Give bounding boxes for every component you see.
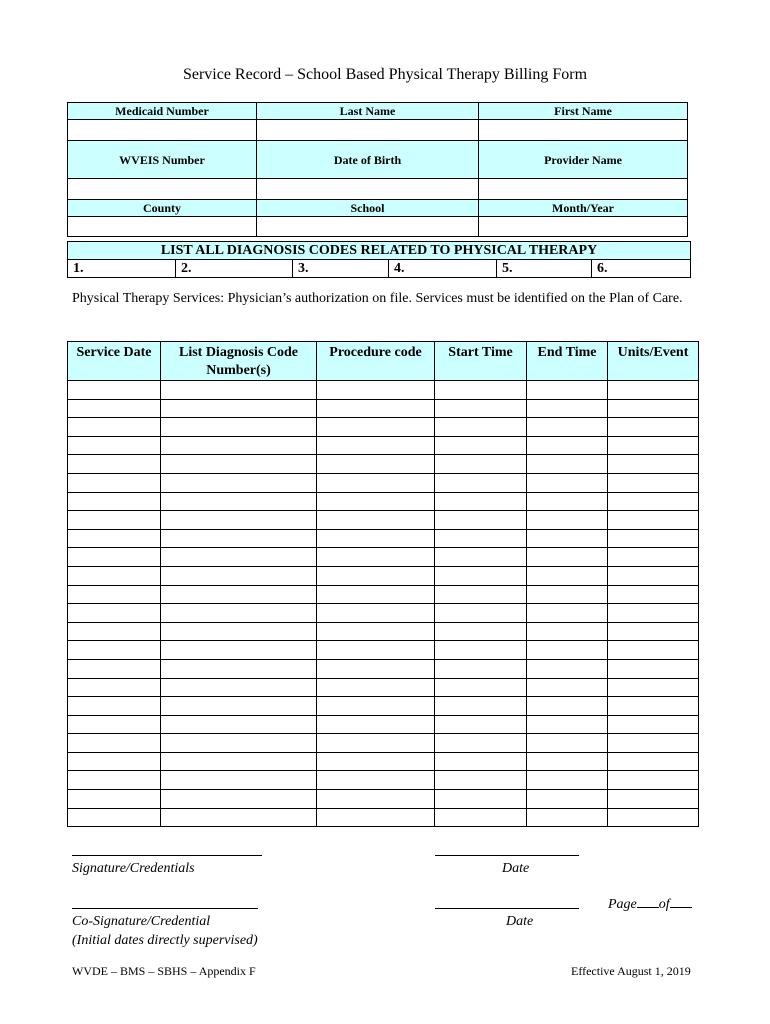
units-event-cell[interactable] [608,436,699,455]
service-date-cell[interactable] [68,734,161,753]
procedure-code-cell[interactable] [317,585,435,604]
procedure-code-cell[interactable] [317,529,435,548]
procedure-code-cell[interactable] [317,566,435,585]
diagnosis-code-cell[interactable] [161,585,317,604]
procedure-code-cell[interactable] [317,697,435,716]
procedure-code-cell[interactable] [317,418,435,437]
start-time-cell[interactable] [435,790,527,809]
diagnosis-code-cell[interactable] [161,511,317,530]
service-date-cell[interactable] [68,604,161,623]
month-year-label: Month/Year [479,200,688,217]
end-time-cell[interactable] [527,771,608,790]
service-date-cell[interactable] [68,585,161,604]
service-row [68,529,699,548]
start-time-cell[interactable] [435,455,527,474]
cosignature-line[interactable] [72,908,258,909]
diagnosis-code-cell[interactable] [161,455,317,474]
service-row [68,715,699,734]
service-date-cell[interactable] [68,697,161,716]
diagnosis-code-cell[interactable] [161,790,317,809]
service-row [68,808,699,827]
diagnosis-code-cell[interactable] [161,436,317,455]
diagnosis-code-cell[interactable] [161,734,317,753]
procedure-code-cell[interactable] [317,381,435,400]
procedure-code-cell[interactable] [317,604,435,623]
service-row [68,381,699,400]
last-name-field[interactable] [257,120,479,141]
service-date-cell[interactable] [68,473,161,492]
diagnosis-code-5[interactable]: 5. [497,260,592,278]
page-of-label [608,896,692,913]
end-time-cell[interactable] [527,436,608,455]
service-row [68,604,699,623]
start-time-cell[interactable] [435,548,527,567]
diagnosis-code-cell[interactable] [161,752,317,771]
service-date-cell[interactable] [68,399,161,418]
diagnosis-code-cell[interactable] [161,771,317,790]
units-event-cell[interactable] [608,715,699,734]
service-row [68,455,699,474]
service-date-cell[interactable] [68,511,161,530]
service-row [68,752,699,771]
date-of-birth-label: Date of Birth [257,141,479,179]
units-event-cell[interactable] [608,548,699,567]
service-date-cell[interactable] [68,659,161,678]
end-time-cell[interactable] [527,418,608,437]
diagnosis-code-cell[interactable] [161,715,317,734]
service-date-cell[interactable] [68,752,161,771]
service-row [68,585,699,604]
end-time-cell[interactable] [527,752,608,771]
start-time-cell[interactable] [435,473,527,492]
diagnosis-code-cell[interactable] [161,678,317,697]
start-time-cell[interactable] [435,381,527,400]
start-time-cell[interactable] [435,604,527,623]
units-event-cell[interactable] [608,381,699,400]
diagnosis-code-4[interactable]: 4. [389,260,497,278]
start-time-cell[interactable] [435,752,527,771]
service-date-cell[interactable] [68,678,161,697]
service-date-cell[interactable] [68,622,161,641]
diagnosis-code-cell[interactable] [161,418,317,437]
date-line-1[interactable] [435,855,579,856]
service-date-cell[interactable] [68,808,161,827]
units-event-cell[interactable] [608,455,699,474]
procedure-code-cell[interactable] [317,771,435,790]
start-time-cell[interactable] [435,622,527,641]
end-time-header: End Time [527,342,608,381]
units-event-cell[interactable] [608,734,699,753]
start-time-cell[interactable] [435,585,527,604]
first-name-label: First Name [479,103,688,120]
signature-credentials-label: Signature/Credentials [72,861,195,876]
service-record-table [67,341,699,827]
diagnosis-code-1[interactable]: 1. [68,260,176,278]
provider-name-label: Provider Name [479,141,688,179]
start-time-cell[interactable] [435,492,527,511]
service-date-cell[interactable] [68,436,161,455]
start-time-cell[interactable] [435,715,527,734]
start-time-cell[interactable] [435,399,527,418]
end-time-cell[interactable] [527,585,608,604]
start-time-cell[interactable] [435,771,527,790]
start-time-cell[interactable] [435,566,527,585]
service-row [68,790,699,809]
start-time-cell[interactable] [435,678,527,697]
procedure-code-cell[interactable] [317,399,435,418]
diagnosis-codes-table [67,241,691,278]
procedure-code-cell[interactable] [317,808,435,827]
service-date-cell[interactable] [68,715,161,734]
medicaid-number-label: Medicaid Number [68,103,257,120]
service-row [68,492,699,511]
procedure-code-cell[interactable] [317,473,435,492]
end-time-cell[interactable] [527,790,608,809]
footer-right: Effective August 1, 2019 [571,964,691,978]
signature-line[interactable] [72,855,262,856]
units-event-cell[interactable] [608,697,699,716]
end-time-cell[interactable] [527,715,608,734]
units-event-cell[interactable] [608,771,699,790]
service-row [68,734,699,753]
units-event-cell[interactable] [608,752,699,771]
service-record-rows [68,381,699,827]
date-line-2[interactable] [435,908,579,909]
start-time-cell[interactable] [435,697,527,716]
wveis-number-label: WVEIS Number [68,141,257,179]
first-name-field[interactable] [479,120,688,141]
county-field[interactable] [68,217,257,237]
diagnosis-code-cell[interactable] [161,697,317,716]
end-time-cell[interactable] [527,548,608,567]
diagnosis-code-cell[interactable] [161,492,317,511]
end-time-cell[interactable] [527,734,608,753]
procedure-code-cell[interactable] [317,790,435,809]
units-event-cell[interactable] [608,418,699,437]
last-name-label: Last Name [257,103,479,120]
procedure-code-cell[interactable] [317,715,435,734]
procedure-code-cell[interactable] [317,492,435,511]
service-date-cell[interactable] [68,566,161,585]
units-event-header: Units/Event [608,342,699,381]
service-row [68,641,699,660]
diagnosis-code-cell[interactable] [161,659,317,678]
procedure-code-header: Procedure code [317,342,435,381]
diagnosis-code-cell[interactable] [161,529,317,548]
service-row [68,659,699,678]
end-time-cell[interactable] [527,511,608,530]
service-row [68,566,699,585]
patient-info-table [67,102,688,237]
end-time-cell[interactable] [527,473,608,492]
diagnosis-code-2[interactable]: 2. [176,260,293,278]
procedure-code-cell[interactable] [317,678,435,697]
end-time-cell[interactable] [527,622,608,641]
diagnosis-code-cell[interactable] [161,381,317,400]
service-row [68,418,699,437]
end-time-cell[interactable] [527,492,608,511]
start-time-cell[interactable] [435,418,527,437]
service-row [68,697,699,716]
units-event-cell[interactable] [608,808,699,827]
units-event-cell[interactable] [608,511,699,530]
service-row [68,473,699,492]
cosignature-credential-label: Co-Signature/Credential [72,914,211,929]
diagnosis-code-cell[interactable] [161,566,317,585]
diagnosis-code-cell[interactable] [161,399,317,418]
units-event-cell[interactable] [608,790,699,809]
diagnosis-code-cell[interactable] [161,808,317,827]
end-time-cell[interactable] [527,399,608,418]
start-time-cell[interactable] [435,436,527,455]
page-word: Page [608,897,637,912]
of-word: of [658,897,670,912]
service-row [68,771,699,790]
service-row [68,511,699,530]
diagnosis-code-cell[interactable] [161,548,317,567]
units-event-cell[interactable] [608,492,699,511]
procedure-code-cell[interactable] [317,734,435,753]
medicaid-number-field[interactable] [68,120,257,141]
provider-name-field[interactable] [479,179,688,200]
service-date-cell[interactable] [68,492,161,511]
service-date-cell[interactable] [68,529,161,548]
service-date-cell[interactable] [68,418,161,437]
month-year-field[interactable] [479,217,688,237]
end-time-cell[interactable] [527,455,608,474]
procedure-code-cell[interactable] [317,511,435,530]
service-date-cell[interactable] [68,790,161,809]
end-time-cell[interactable] [527,641,608,660]
service-date-cell[interactable] [68,455,161,474]
end-time-cell[interactable] [527,697,608,716]
diagnosis-code-numbers-header: List Diagnosis Code Number(s) [161,342,317,381]
cosignature-note: (Initial dates directly supervised) [72,933,258,948]
procedure-code-cell[interactable] [317,641,435,660]
end-time-cell[interactable] [527,566,608,585]
units-event-cell[interactable] [608,529,699,548]
services-note: Physical Therapy Services: Physician’s authorization on file. Services must be identified on the Plan of Care. [72,291,683,306]
diagnosis-codes-header: LIST ALL DIAGNOSIS CODES RELATED TO PHYSICAL THERAPY [68,242,691,260]
diagnosis-code-cell[interactable] [161,641,317,660]
school-field[interactable] [257,217,479,237]
start-time-cell[interactable] [435,808,527,827]
service-row [68,436,699,455]
service-row [68,622,699,641]
service-row [68,399,699,418]
end-time-cell[interactable] [527,659,608,678]
page-total-blank[interactable] [670,896,692,908]
start-time-cell[interactable] [435,529,527,548]
start-time-cell[interactable] [435,641,527,660]
page-number-blank[interactable] [637,896,659,908]
form-title: Service Record – School Based Physical Therapy Billing Form [182,66,588,83]
service-date-cell[interactable] [68,641,161,660]
service-date-cell[interactable] [68,771,161,790]
footer-left: WVDE – BMS – SBHS – Appendix F [72,964,256,978]
start-time-header: Start Time [435,342,527,381]
start-time-cell[interactable] [435,659,527,678]
procedure-code-cell[interactable] [317,436,435,455]
date-label-2: Date [506,914,534,929]
end-time-cell[interactable] [527,604,608,623]
procedure-code-cell[interactable] [317,752,435,771]
service-date-cell[interactable] [68,381,161,400]
service-row [68,548,699,567]
service-row [68,678,699,697]
service-date-cell[interactable] [68,548,161,567]
diagnosis-code-cell[interactable] [161,473,317,492]
wveis-number-field[interactable] [68,179,257,200]
end-time-cell[interactable] [527,529,608,548]
start-time-cell[interactable] [435,734,527,753]
units-event-cell[interactable] [608,678,699,697]
county-label: County [68,200,257,217]
units-event-cell[interactable] [608,399,699,418]
school-label: School [257,200,479,217]
service-date-header: Service Date [68,342,161,381]
end-time-cell[interactable] [527,381,608,400]
procedure-code-cell[interactable] [317,659,435,678]
diagnosis-code-6[interactable]: 6. [592,260,691,278]
units-event-cell[interactable] [608,659,699,678]
units-event-cell[interactable] [608,585,699,604]
procedure-code-cell[interactable] [317,455,435,474]
date-of-birth-field[interactable] [257,179,479,200]
units-event-cell[interactable] [608,604,699,623]
diagnosis-code-cell[interactable] [161,622,317,641]
units-event-cell[interactable] [608,566,699,585]
units-event-cell[interactable] [608,622,699,641]
date-label-1: Date [502,861,530,876]
start-time-cell[interactable] [435,511,527,530]
units-event-cell[interactable] [608,641,699,660]
end-time-cell[interactable] [527,678,608,697]
procedure-code-cell[interactable] [317,548,435,567]
diagnosis-code-cell[interactable] [161,604,317,623]
end-time-cell[interactable] [527,808,608,827]
diagnosis-code-3[interactable]: 3. [293,260,389,278]
units-event-cell[interactable] [608,473,699,492]
procedure-code-cell[interactable] [317,622,435,641]
